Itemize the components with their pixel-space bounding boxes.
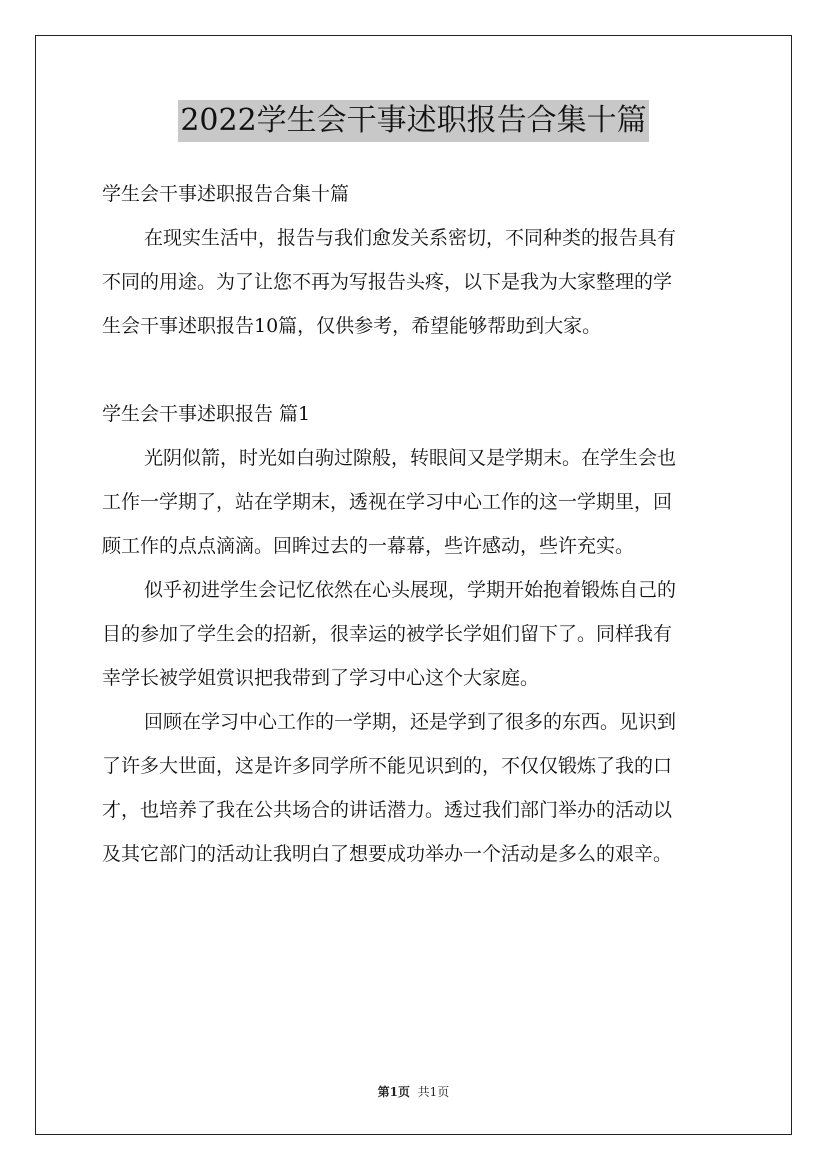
paragraph-line: 不同的用途。为了让您不再为写报告头疼，以下是我为大家整理的学 (102, 271, 673, 293)
paragraph-line: 工作一学期了，站在学期末，透视在学习中心工作的这一学期里，回 (102, 491, 673, 513)
document-body (102, 172, 728, 876)
paragraph-line: 在现实生活中，报告与我们愈发关系密切，不同种类的报告具有 (144, 227, 677, 249)
document-subtitle: 学生会干事述职报告合集十篇 (102, 183, 350, 205)
paragraph-line: 光阴似箭，时光如白驹过隙般，转眼间又是学期末。在学生会也 (144, 447, 677, 469)
paragraph-line: 回顾在学习中心工作的一学期，还是学到了很多的东西。见识到 (144, 711, 677, 733)
section-heading: 学生会干事述职报告 篇1 (102, 403, 311, 425)
paragraph-line: 了许多大世面，这是许多同学所不能见识到的，不仅仅锻炼了我的口 (102, 755, 673, 777)
paragraph-line: 才，也培养了我在公共场合的讲话潜力。透过我们部门举办的活动以 (102, 799, 673, 821)
intro-paragraph (102, 216, 728, 348)
paragraph-line: 幸学长被学姐赏识把我带到了学习中心这个大家庭。 (102, 667, 540, 689)
paragraph-line: 及其它部门的活动让我明白了想要成功举办一个活动是多么的艰辛。 (102, 843, 673, 865)
paragraph-line: 生会干事述职报告10篇，仅供参考，希望能够帮助到大家。 (102, 315, 602, 337)
paragraph-line: 目的参加了学生会的招新，很幸运的被学长学姐们留下了。同样我有 (102, 623, 673, 645)
title-container (0, 100, 827, 142)
page-number: 第1页 (377, 1085, 411, 1099)
paragraph-spacer (102, 348, 728, 392)
page-footer (0, 1084, 827, 1100)
page-total: 共1页 (417, 1085, 450, 1099)
document-title: 2022学生会干事述职报告合集十篇 (178, 100, 648, 142)
section1-paragraph-2 (102, 568, 728, 700)
section1-paragraph-3 (102, 700, 728, 876)
paragraph-line: 顾工作的点点滴滴。回眸过去的一幕幕，些许感动，些许充实。 (102, 535, 635, 557)
section1-paragraph-1 (102, 436, 728, 568)
paragraph-line: 似乎初进学生会记忆依然在心头展现，学期开始抱着锻炼自己的 (144, 579, 677, 601)
